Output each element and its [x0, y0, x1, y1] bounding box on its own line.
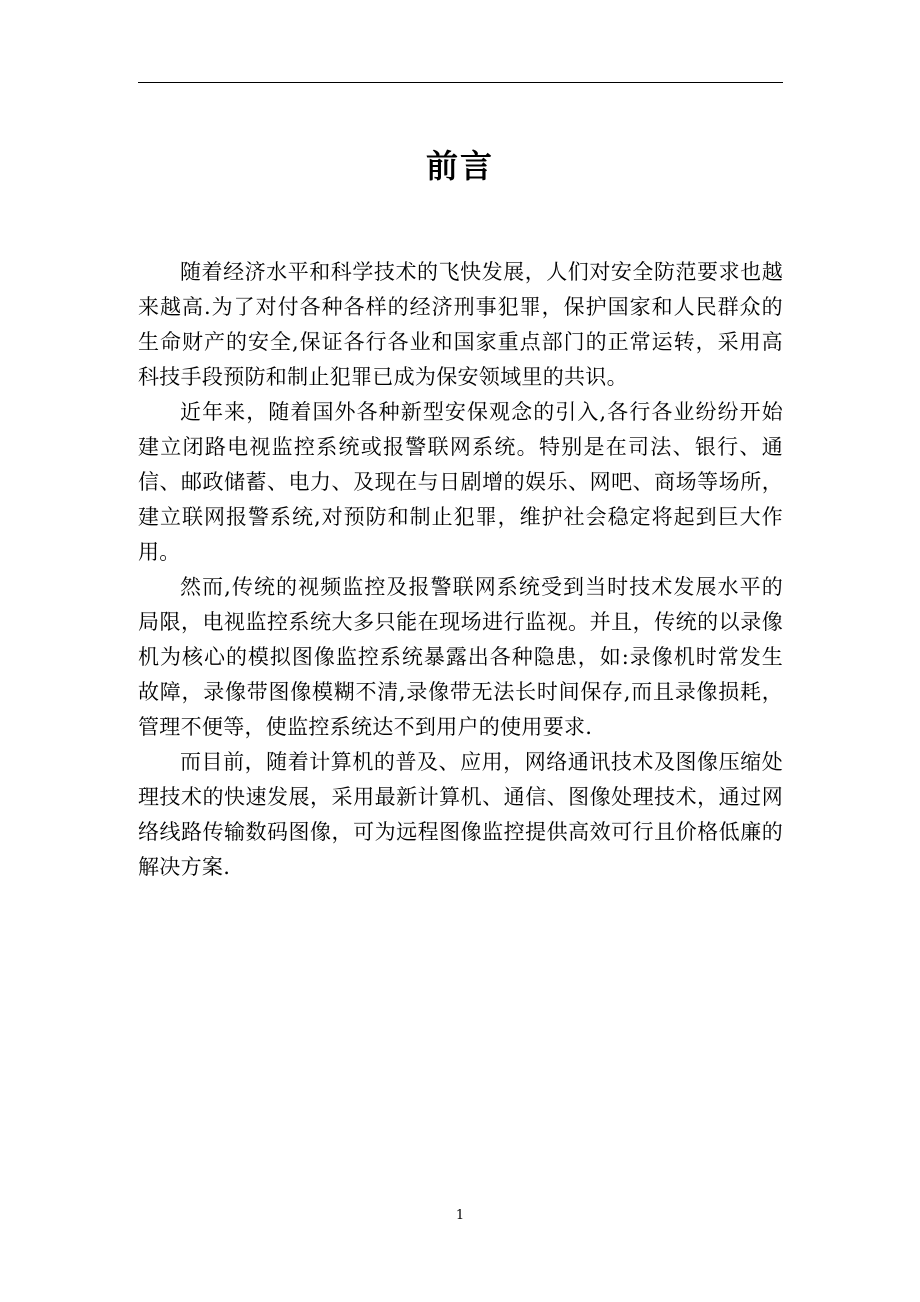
paragraph-1: 随着经济水平和科学技术的飞快发展，人们对安全防范要求也越来越高.为了对付各种各样的经济刑事犯罪，保护国家和人民群众的生命财产的安全,保证各行各业和国家重点部门的正常运转，采用高科技手段预防和制止犯罪已成为保安领域里的共识。: [138, 260, 783, 389]
paragraph-3: 然而,传统的视频监控及报警联网系统受到当时技术发展水平的局限，电视监控系统大多只能在现场进行监视。并且，传统的以录像机为核心的模拟图像监控系统暴露出各种隐患，如:录像机时常发生故障，录像带图像模糊不清,录像带无法长时间保存,而且录像损耗，管理不便等，使监控系统达不到用户的使用要求.: [138, 575, 783, 739]
page-title: 前言: [425, 147, 494, 185]
page-number: 1: [455, 1208, 465, 1223]
header-rule: [138, 82, 783, 83]
paragraph-2: 近年来，随着国外各种新型安保观念的引入,各行各业纷纷开始建立闭路电视监控系统或报警联网系统。特别是在司法、银行、通信、邮政储蓄、电力、及现在与日剧增的娱乐、网吧、商场等场所，建立联网报警系统,对预防和制止犯罪，维护社会稳定将起到巨大作用。: [138, 400, 783, 564]
paragraph-4: 而目前，随着计算机的普及、应用，网络通讯技术及图像压缩处理技术的快速发展，采用最新计算机、通信、图像处理技术，通过网络线路传输数码图像，可为远程图像监控提供高效可行且价格低廉的解决方案.: [138, 750, 783, 879]
document-body: [138, 255, 783, 885]
